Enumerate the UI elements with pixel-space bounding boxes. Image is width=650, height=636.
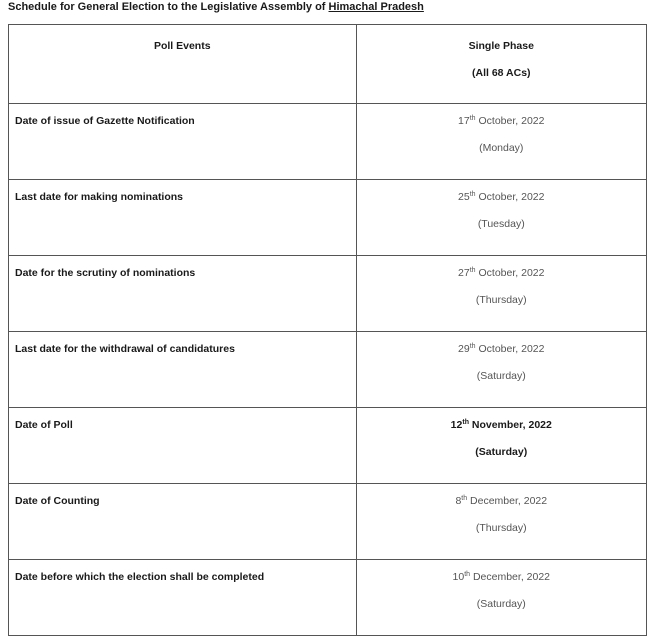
event-date — [356, 256, 646, 332]
event-name: Date before which the election shall be completed — [9, 560, 357, 636]
date-line: 12th November, 2022 — [450, 419, 552, 431]
event-name: Last date for making nominations — [9, 180, 357, 256]
table-row — [9, 256, 647, 332]
table-header-row — [9, 25, 647, 104]
date-line: 25th October, 2022 — [458, 191, 545, 203]
event-date — [356, 104, 646, 180]
date-line: 27th October, 2022 — [458, 267, 545, 279]
header-poll-events-label: Poll Events — [153, 40, 211, 52]
event-name: Date for the scrutiny of nominations — [9, 256, 357, 332]
event-date — [356, 484, 646, 560]
event-name: Date of Poll — [9, 408, 357, 484]
table-row — [9, 180, 647, 256]
event-name: Date of issue of Gazette Notification — [9, 104, 357, 180]
table-row — [9, 484, 647, 560]
weekday: (Monday) — [479, 142, 524, 154]
header-single-phase — [356, 25, 646, 104]
state-link[interactable]: Himachal Pradesh — [328, 1, 424, 13]
weekday: (Tuesday) — [477, 218, 525, 230]
date-line: 10th December, 2022 — [452, 571, 551, 583]
header-phase-sublabel: (All 68 ACs) — [471, 67, 531, 79]
date-line: 8th December, 2022 — [455, 495, 548, 507]
weekday: (Saturday) — [476, 598, 526, 610]
event-date — [356, 408, 646, 484]
date-line: 17th October, 2022 — [458, 115, 545, 127]
table-row — [9, 332, 647, 408]
weekday: (Thursday) — [475, 522, 527, 534]
header-poll-events — [9, 25, 357, 104]
event-date — [356, 332, 646, 408]
header-phase-label: Single Phase — [468, 40, 534, 52]
weekday: (Saturday) — [476, 370, 526, 382]
event-date — [356, 560, 646, 636]
weekday: (Saturday) — [475, 446, 528, 458]
weekday: (Thursday) — [475, 294, 527, 306]
event-name: Date of Counting — [9, 484, 357, 560]
election-schedule-table — [8, 24, 647, 636]
event-date — [356, 180, 646, 256]
table-row — [9, 104, 647, 180]
table-row — [9, 408, 647, 484]
date-line: 29th October, 2022 — [458, 343, 545, 355]
table-row — [9, 560, 647, 636]
heading-prefix: Schedule for General Election to the Legislative Assembly of — [8, 1, 329, 13]
event-name: Last date for the withdrawal of candidatures — [9, 332, 357, 408]
page-heading — [8, 0, 424, 14]
